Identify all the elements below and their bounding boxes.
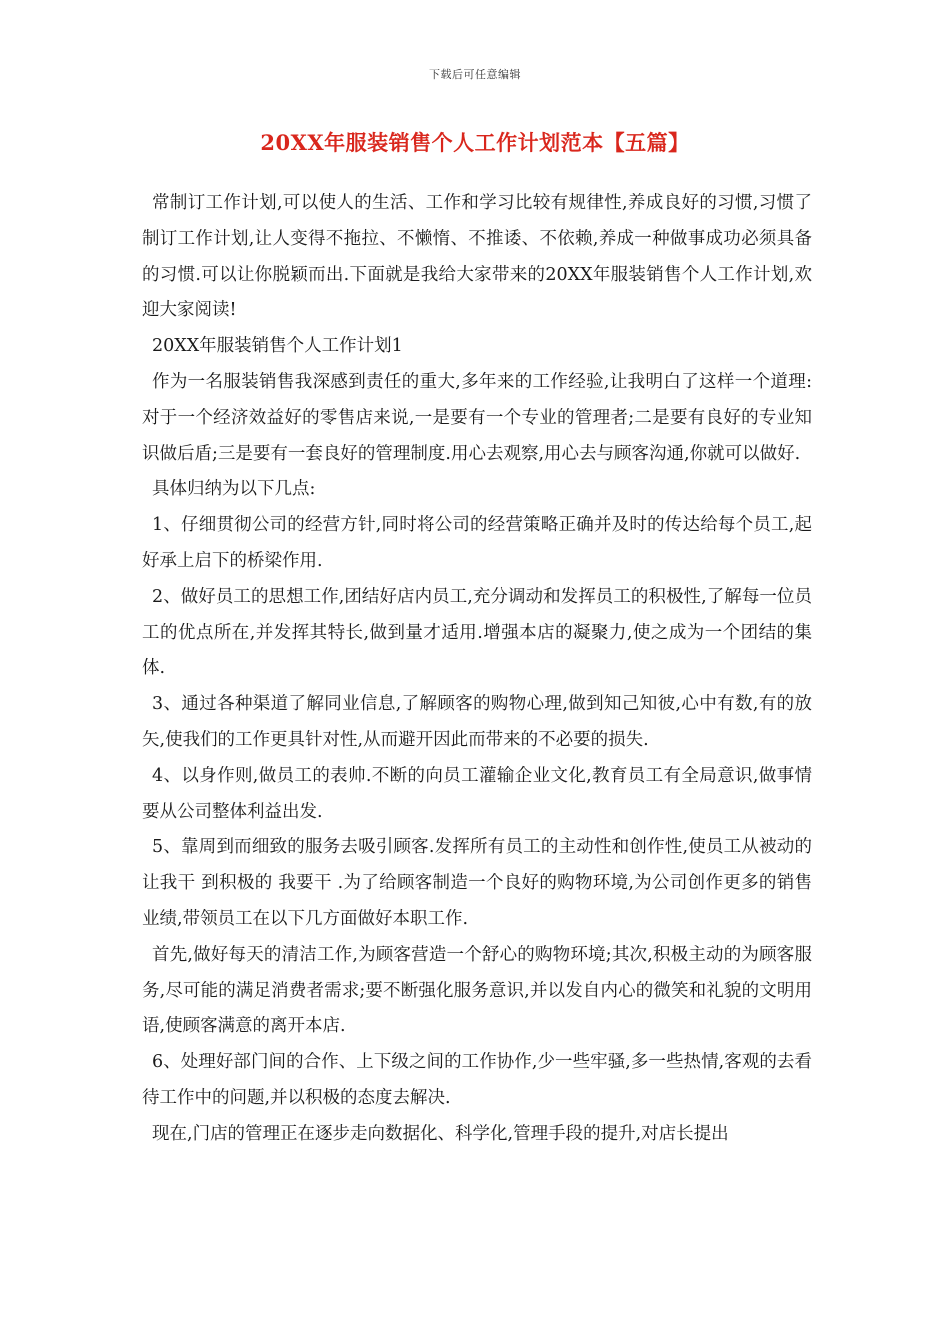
list-item: 1、仔细贯彻公司的经营方针,同时将公司的经营策略正确并及时的传达给每个员工,起好承上启下的桥梁作用. [142,515,812,571]
paragraph-intro: 常制订工作计划,可以使人的生活、工作和学习比较有规律性,养成良好的习惯,习惯了制订工作计划,让人变得不拖拉、不懒惰、不推诿、不依赖,养成一种做事成功必须具备的习惯.可以让你脱颖而出.下面就是我给大家带来的20XX年服装销售个人工作计划,欢迎大家阅读! [142,193,812,321]
page-title: 20XX年服装销售个人工作计划范本【五篇】 [260,130,690,155]
list-item: 3、通过各种渠道了解同业信息,了解顾客的购物心理,做到知己知彼,心中有数,有的放矢,使我们的工作更具针对性,从而避开因此而带来的不必要的损失. [142,694,812,750]
list-item: 4、以身作则,做员工的表帅.不断的向员工灌输企业文化,教育员工有全局意识,做事情要从公司整体利益出发. [142,765,812,822]
header-note: 下载后可任意编辑 [429,68,521,81]
list-item: 5、靠周到而细致的服务去吸引顾客.发挥所有员工的主动性和创作性,使员工从被动的 让我干 到积极的 我要干 .为了给顾客制造一个良好的购物环境,为公司创作更多的销售业绩,带领员工在以下几方面做好本职工作. [142,837,812,929]
list-item: 6、处理好部门间的合作、上下级之间的工作协作,少一些牢骚,多一些热情,客观的去看待工作中的问题,并以积极的态度去解决. [142,1052,812,1108]
list-item: 2、做好员工的思想工作,团结好店内员工,充分调动和发挥员工的积极性,了解每一位员工的优点所在,并发挥其特长,做到量才适用.增强本店的凝聚力,使之成为一个团结的集体. [142,586,812,679]
paragraph: 作为一名服装销售我深感到责任的重大,多年来的工作经验,让我明白了这样一个道理:对于一个经济效益好的零售店来说,一是要有一个专业的管理者;二是要有良好的专业知识做后盾;三是要有一套良好的管理制度.用心去观察,用心去与顾客沟通,你就可以做好. [142,371,812,464]
section-heading: 20XX年服装销售个人工作计划1 [152,336,403,357]
paragraph: 具体归纳为以下几点: [152,479,316,500]
paragraph: 现在,门店的管理正在逐步走向数据化、科学化,管理手段的提升,对店长提出 [152,1123,729,1144]
document-body [142,186,812,1153]
paragraph: 首先,做好每天的清洁工作,为顾客营造一个舒心的购物环境;其次,积极主动的为顾客服务,尽可能的满足消费者需求;要不断强化服务意识,并以发自内心的微笑和礼貌的文明用语,使顾客满意的离开本店. [142,944,812,1037]
